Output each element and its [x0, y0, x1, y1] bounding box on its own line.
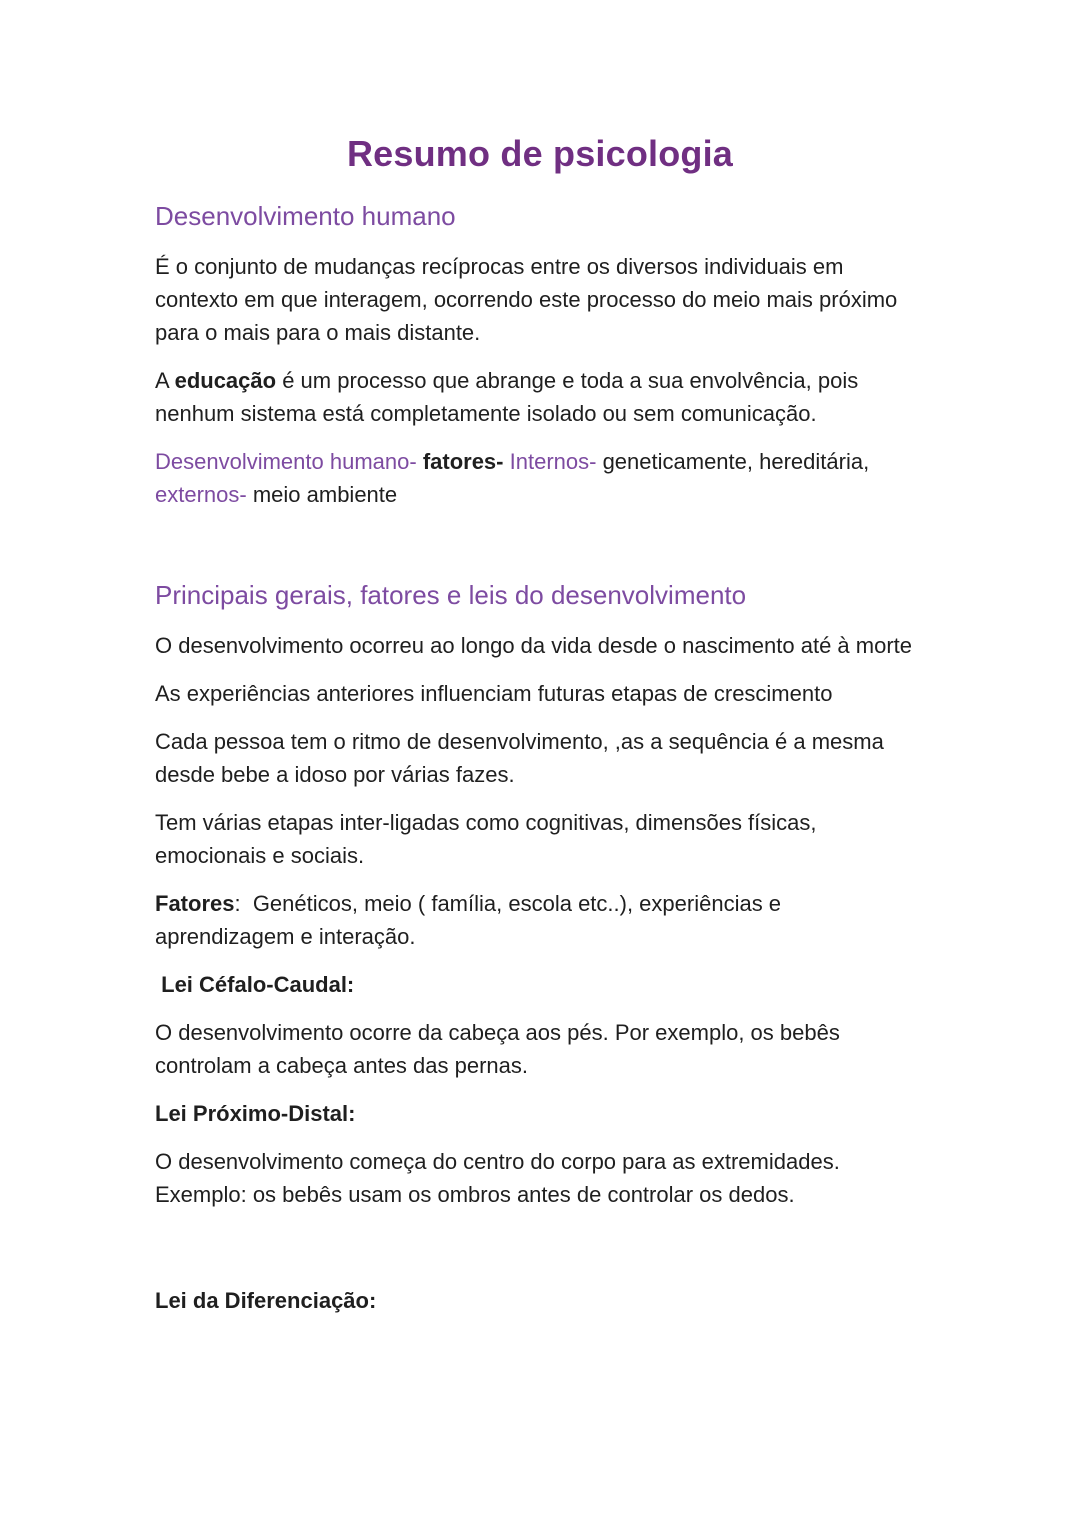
section-heading [155, 201, 925, 232]
page-title [155, 133, 925, 175]
text-run: Desenvolvimento humano [155, 201, 456, 231]
text-run: - [496, 449, 510, 474]
paragraph [155, 677, 925, 710]
text-run: O desenvolvimento ocorreu ao longo da vida desde o nascimento até à morte [155, 633, 913, 658]
text-run: Internos- [509, 449, 597, 474]
text-run: Lei da Diferenciação: [155, 1288, 377, 1313]
paragraph [155, 887, 925, 953]
text-run: Desenvolvimento humano- [155, 449, 423, 474]
spacer [155, 526, 925, 574]
paragraph [155, 445, 925, 511]
text-run: é um processo que abrange e toda a sua envolvência, pois nenhum sistema está completamente isolado ou sem comunicação. [155, 368, 865, 426]
paragraph [155, 968, 925, 1001]
text-run: Lei Céfalo-Caudal: [155, 972, 355, 997]
paragraph [155, 1016, 925, 1082]
text-run: Tem várias etapas inter-ligadas como cognitivas, dimensões físicas, emocionais e sociais. [155, 810, 823, 868]
spacer [155, 1226, 925, 1284]
text-run: fatores [422, 449, 497, 474]
text-run: O desenvolvimento ocorre da cabeça aos pés. Por exemplo, os bebês controlam a cabeça antes das pernas. [155, 1020, 846, 1078]
paragraph [155, 1284, 925, 1317]
text-run: As experiências anteriores influenciam futuras etapas de crescimento [155, 681, 833, 706]
text-run: O desenvolvimento começa do centro do corpo para as extremidades. Exemplo: os bebês usam os ombros antes de controlar os dedos. [155, 1149, 846, 1207]
paragraph [155, 725, 925, 791]
text-run: Fatores [155, 891, 235, 916]
text-run: educação [174, 368, 277, 393]
paragraph [155, 364, 925, 430]
paragraph [155, 806, 925, 872]
text-run: Lei Próximo-Distal: [155, 1101, 356, 1126]
text-run: Cada pessoa tem o ritmo de desenvolvimento, ,as a sequência é a mesma desde bebe a idoso por várias fazes. [155, 729, 890, 787]
paragraph [155, 250, 925, 349]
text-run: : Genéticos, meio ( família, escola etc..), experiências e aprendizagem e interação. [155, 891, 788, 949]
text-run: meio ambiente [246, 482, 398, 507]
text-run: Resumo de psicologia [346, 133, 734, 174]
text-run: É o conjunto de mudanças recíprocas entre os diversos individuais em contexto em que interagem, ocorrendo este processo do meio mais próximo para o mais para o mais distante. [155, 254, 904, 345]
section-heading [155, 580, 925, 611]
text-run: A [155, 368, 175, 393]
text-run: Principais gerais, fatores e leis do desenvolvimento [155, 580, 747, 610]
text-run: geneticamente, hereditária, [596, 449, 876, 474]
paragraph [155, 629, 925, 662]
paragraph [155, 1145, 925, 1211]
paragraph [155, 1097, 925, 1130]
text-run: externos- [155, 482, 247, 507]
